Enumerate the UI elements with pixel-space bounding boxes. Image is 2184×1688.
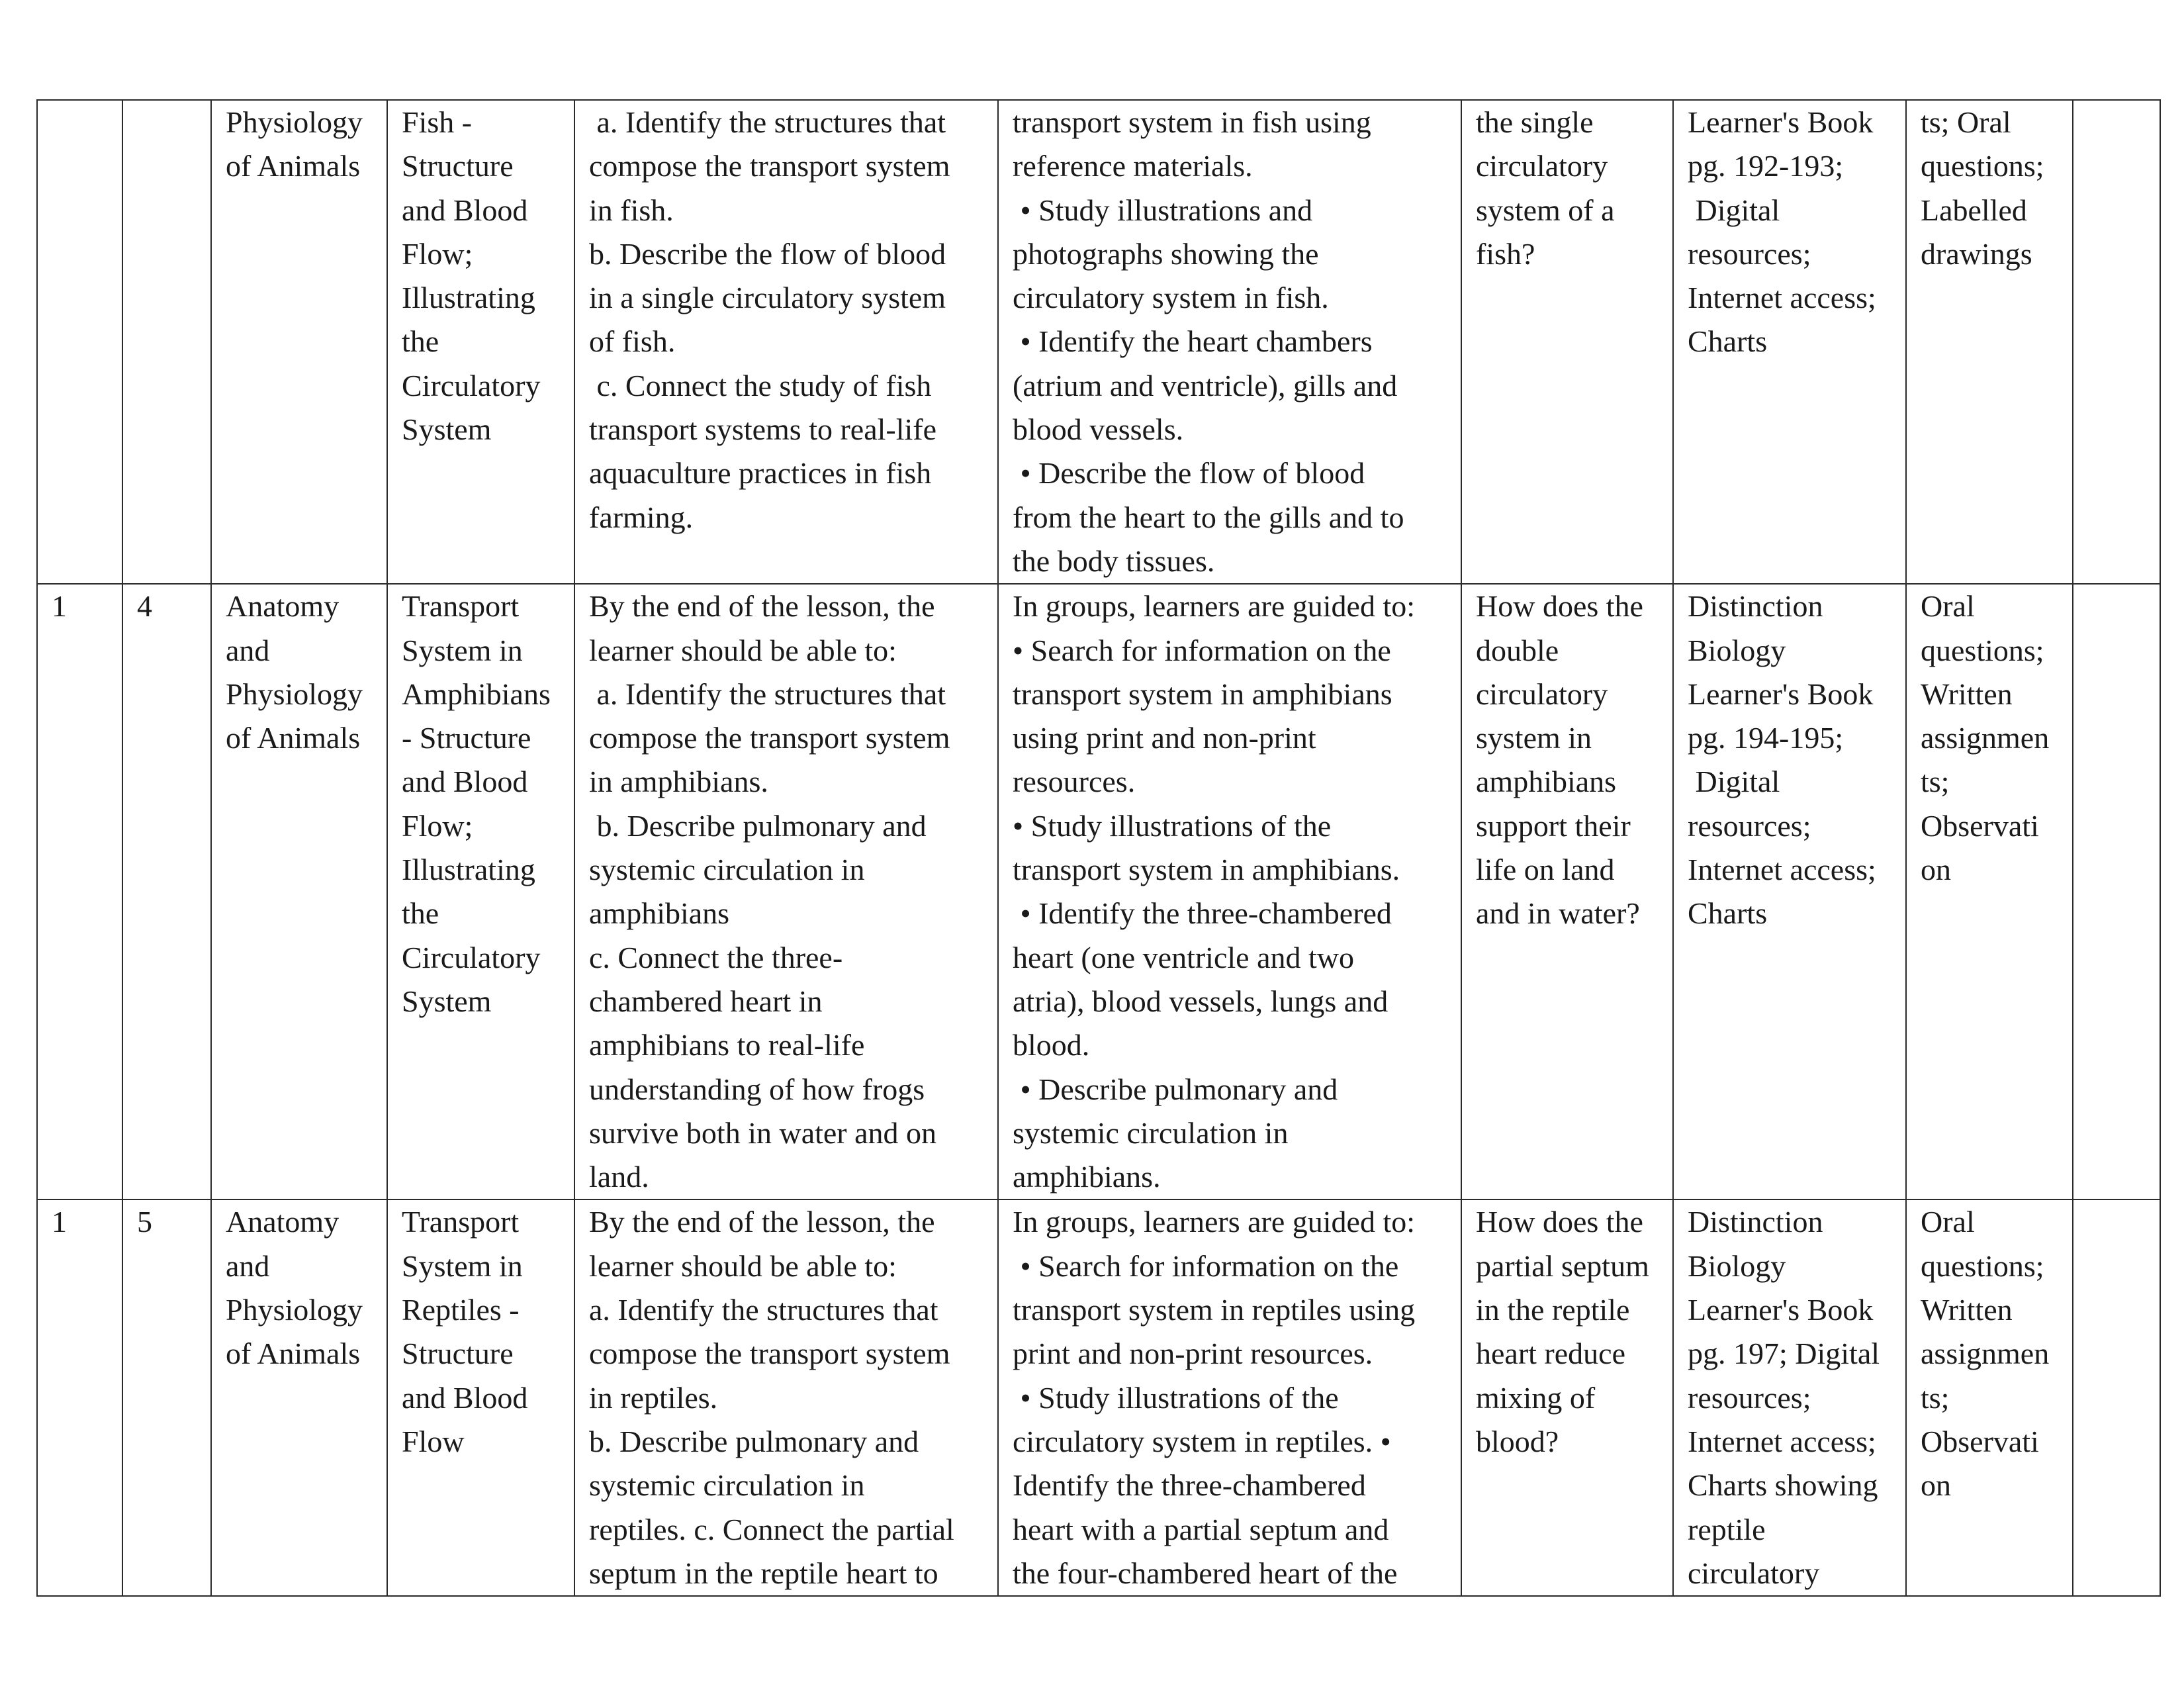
learning-outcomes-cell: By the end of the lesson, the learner should be able to: a. Identify the structures that compose the transport system in reptiles. b. Describe pulmonary and systemic circulation in reptiles. c. Connect the partial septum in the reptile heart to (574, 1199, 998, 1596)
learning-experiences-cell: transport system in fish using reference materials. • Study illustrations and photographs showing the circulatory system in fish. • Identify the heart chambers (atrium and ventricle), gills and blood vessels. • Describe the flow of blood from the heart to the gills and to the body tissues. (998, 100, 1461, 584)
key-inquiry-question-cell: How does the double circulatory system in amphibians support their life on land and in water? (1461, 584, 1673, 1199)
learning-experiences-cell: In groups, learners are guided to: • Search for information on the transport system in reptiles using print and non-print resources. • Study illustrations of the circulatory system in reptiles. • Identify the three-chambered heart with a partial septum and the four-chambered heart of the (998, 1199, 1461, 1596)
week-cell: 1 (37, 1199, 122, 1596)
assessment-cell: Oral questions; Written assignmen ts; Observati on (1906, 1199, 2073, 1596)
sub-strand-cell: Transport System in Amphibians - Structure and Blood Flow; Illustrating the Circulatory System (387, 584, 574, 1199)
remarks-cell (2073, 584, 2160, 1199)
sub-strand-cell: Transport System in Reptiles - Structure and Blood Flow (387, 1199, 574, 1596)
remarks-cell (2073, 100, 2160, 584)
assessment-cell: ts; Oral questions; Labelled drawings (1906, 100, 2073, 584)
key-inquiry-question-cell: the single circulatory system of a fish? (1461, 100, 1673, 584)
table-row (37, 584, 2160, 1199)
strand-cell: Anatomy and Physiology of Animals (211, 584, 387, 1199)
week-cell (37, 100, 122, 584)
strand-cell: Anatomy and Physiology of Animals (211, 1199, 387, 1596)
remarks-cell (2073, 1199, 2160, 1596)
learning-resources-cell: Distinction Biology Learner's Book pg. 197; Digital resources; Internet access; Charts showing reptile circulatory (1673, 1199, 1906, 1596)
key-inquiry-question-cell: How does the partial septum in the reptile heart reduce mixing of blood? (1461, 1199, 1673, 1596)
lesson-cell: 5 (122, 1199, 211, 1596)
learning-outcomes-cell: a. Identify the structures that compose the transport system in fish. b. Describe the flow of blood in a single circulatory system of fish. c. Connect the study of fish transport systems to real-life aquaculture practices in fish farming. (574, 100, 998, 584)
scheme-of-work-table (36, 99, 2161, 1597)
learning-experiences-cell: In groups, learners are guided to: • Search for information on the transport system in amphibians using print and non-print resources. • Study illustrations of the transport system in amphibians. • Identify the three-chambered heart (one ventricle and two atria), blood vessels, lungs and blood. • Describe pulmonary and systemic circulation in amphibians. (998, 584, 1461, 1199)
strand-cell: Physiology of Animals (211, 100, 387, 584)
sub-strand-cell: Fish - Structure and Blood Flow; Illustrating the Circulatory System (387, 100, 574, 584)
lesson-cell (122, 100, 211, 584)
lesson-cell: 4 (122, 584, 211, 1199)
learning-resources-cell: Learner's Book pg. 192-193; Digital resources; Internet access; Charts (1673, 100, 1906, 584)
assessment-cell: Oral questions; Written assignmen ts; Observati on (1906, 584, 2073, 1199)
learning-resources-cell: Distinction Biology Learner's Book pg. 194-195; Digital resources; Internet access; Charts (1673, 584, 1906, 1199)
table-row (37, 1199, 2160, 1596)
learning-outcomes-cell: By the end of the lesson, the learner should be able to: a. Identify the structures that compose the transport system in amphibians. b. Describe pulmonary and systemic circulation in amphibians c. Connect the three- chambered heart in amphibians to real-life understanding of how frogs survive both in water and on land. (574, 584, 998, 1199)
table-row (37, 100, 2160, 584)
week-cell: 1 (37, 584, 122, 1199)
